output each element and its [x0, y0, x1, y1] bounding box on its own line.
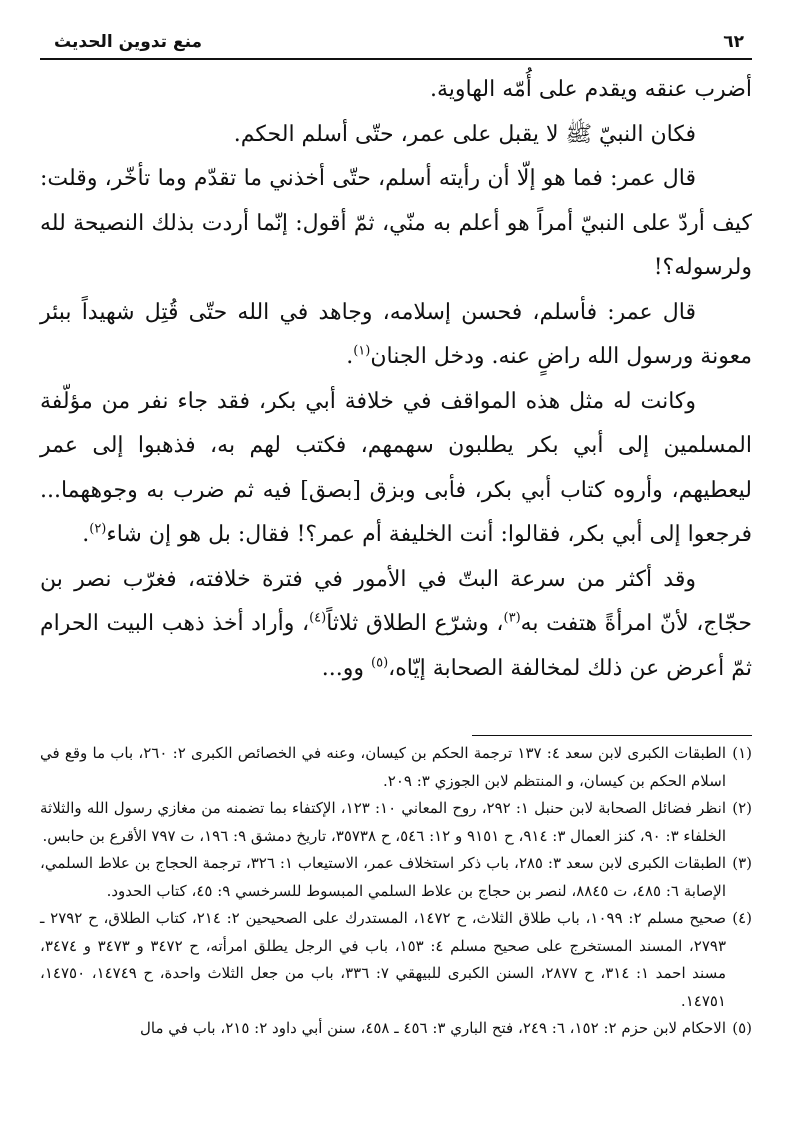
- footnote-4: [40, 905, 752, 1015]
- paragraph-4: [40, 291, 752, 380]
- main-text: [40, 68, 752, 691]
- paragraph-6-part-b: ، وشرّع الطلاق ثلاثاً: [326, 611, 504, 636]
- paragraph-5: [40, 380, 752, 558]
- paragraph-6-part-c: ، وأراد أخذ ذهب البيت الحرام ثمّ أعرض عن ذلك لمخالفة الصحابة إيّاه،: [40, 611, 752, 681]
- footnote-number: (٥): [732, 1019, 752, 1037]
- paragraph-4-end: .: [346, 344, 354, 369]
- page-number: ٦٢: [723, 32, 744, 52]
- footnote-text: صحيح مسلم ٢: ١٠٩٩، باب طلاق الثلاث، ح ١٤٧٢، المستدرك على الصحيحين ٢: ٢١٤، كتاب الطلاق، ح ٢٧٩٢ ـ ٢٧٩٣، المسند المستخرج على صحيح مسلم ٤: ١٥٣، باب في الرجل يطلق امرأته، ح ٣٤٧٢ و ٣٤٧٣ و ٣٤٧٤، مسند احمد ١: ٣١٤، ح ٢٨٧٧، السنن الكبرى للبيهقي ٧: ٣٣٦، باب من جعل الثلاث واحدة، ح ١٤٧٤٩، ١٤٧٥٠، ١٤٧٥١.: [40, 909, 727, 1010]
- footnote-text: الطبقات الكبرى لابن سعد ٣: ٢٨٥، باب ذكر استخلاف عمر، الاستيعاب ١: ٣٢٦، ترجمة الحجاج بن علاط السلمي، الإصابة ٦: ٤٨٥، ت ٨٨٤٥، لنصر بن حجاج بن علاط السلمي المبسوط للسرخسي ٩: ٤٥، كتاب الحدود.: [40, 854, 726, 900]
- footnote-number: (٣): [732, 854, 752, 872]
- footnote-separator: [472, 735, 752, 736]
- footnotes: [40, 740, 752, 1043]
- paragraph-6-part-d: وو...: [321, 655, 371, 681]
- footnote-5: [40, 1015, 752, 1043]
- footnote-text: انظر فضائل الصحابة لابن حنبل ١: ٢٩٢، روح المعاني ١٠: ١٢٣، الإكتفاء بما تضمنه من مغازي رسول الله والثلاثة الخلفاء ٣: ٩٠، كنز العمال ٣: ٩١٤، ح ٩١٥١ و ١٢: ٥٤٦، ح ٣٥٧٣٨، تاريخ دمشق ٩: ١٩٦، ت ٧٩٧ الأقرع بن حابس.: [40, 799, 726, 845]
- footnote-number: (١): [732, 744, 752, 762]
- footnote-1: [40, 740, 752, 795]
- footnote-ref-2[interactable]: (٢): [89, 521, 107, 537]
- paragraph-6: [40, 558, 752, 692]
- paragraph-5-text: وكانت له مثل هذه المواقف في خلافة أبي بكر، فقد جاء نفر من مؤلّفة المسلمين إلى أبي بكر يطلبون سهمهم، فكتب لهم به، فذهبوا إلى عمر ليعطيهم، وأروه كتاب أبي بكر، فأبى وبزق [بصق] فيه ثم ضرب به وجوههما... فرجعوا إلى أبي بكر، فقالوا: أنت الخليفة أم عمر؟! فقال: بل هو إن شاء: [40, 388, 752, 547]
- footnote-text: الاحكام لابن حزم ٢: ١٥٢، ٦: ٢٤٩، فتح الباري ٣: ٤٥٦ ـ ٤٥٨، سنن أبي داود ٢: ٢١٥، باب في مال: [140, 1019, 726, 1037]
- footnote-ref-3[interactable]: (٣): [503, 610, 521, 626]
- page-header: [40, 30, 752, 60]
- paragraph-5-end: .: [82, 522, 90, 547]
- footnote-ref-4[interactable]: (٤): [309, 610, 327, 626]
- paragraph-4-text: قال عمر: فأسلم، فحسن إسلامه، وجاهد في الله حتّى قُتِل شهيداً ببئر معونة ورسول الله راضٍ عنه. ودخل الجنان: [40, 299, 752, 369]
- footnote-number: (٢): [732, 799, 752, 817]
- running-title: منع تدوين الحديث: [54, 32, 203, 52]
- footnote-ref-1[interactable]: (١): [353, 343, 371, 359]
- paragraph-3: قال عمر: فما هو إلّا أن رأيته أسلم، حتّى أخذني ما تقدّم وما تأخّر، وقلت: كيف أردّ على النبيّ أمراً هو أعلم به منّي، ثمّ أقول: إنّما أردت بذلك النصيحة لله ولرسوله؟!: [40, 166, 752, 280]
- footnote-2: [40, 795, 752, 850]
- footnote-3: [40, 850, 752, 905]
- footnote-text: الطبقات الكبرى لابن سعد ٤: ١٣٧ ترجمة الحكم بن كيسان، وعنه في الخصائص الكبرى ٢: ٢٦٠، باب ما وقع في اسلام الحكم بن كيسان، و المنتظم لابن الجوزي ٣: ٢٠٩.: [40, 744, 727, 790]
- paragraph-2: فكان النبيّ ﷺ لا يقبل على عمر، حتّى أسلم الحكم.: [233, 121, 696, 147]
- paragraph-6-part-a: وقد أكثر من سرعة البتّ في الأمور في فترة خلافته، فغرّب نصر بن حجّاج، لأنّ امرأةً هتفت به: [40, 566, 752, 636]
- footnote-ref-5[interactable]: (٥): [371, 655, 389, 671]
- footnote-number: (٤): [732, 909, 752, 927]
- paragraph-1: أضرب عنقه ويقدم على أُمّه الهاوية.: [430, 77, 752, 102]
